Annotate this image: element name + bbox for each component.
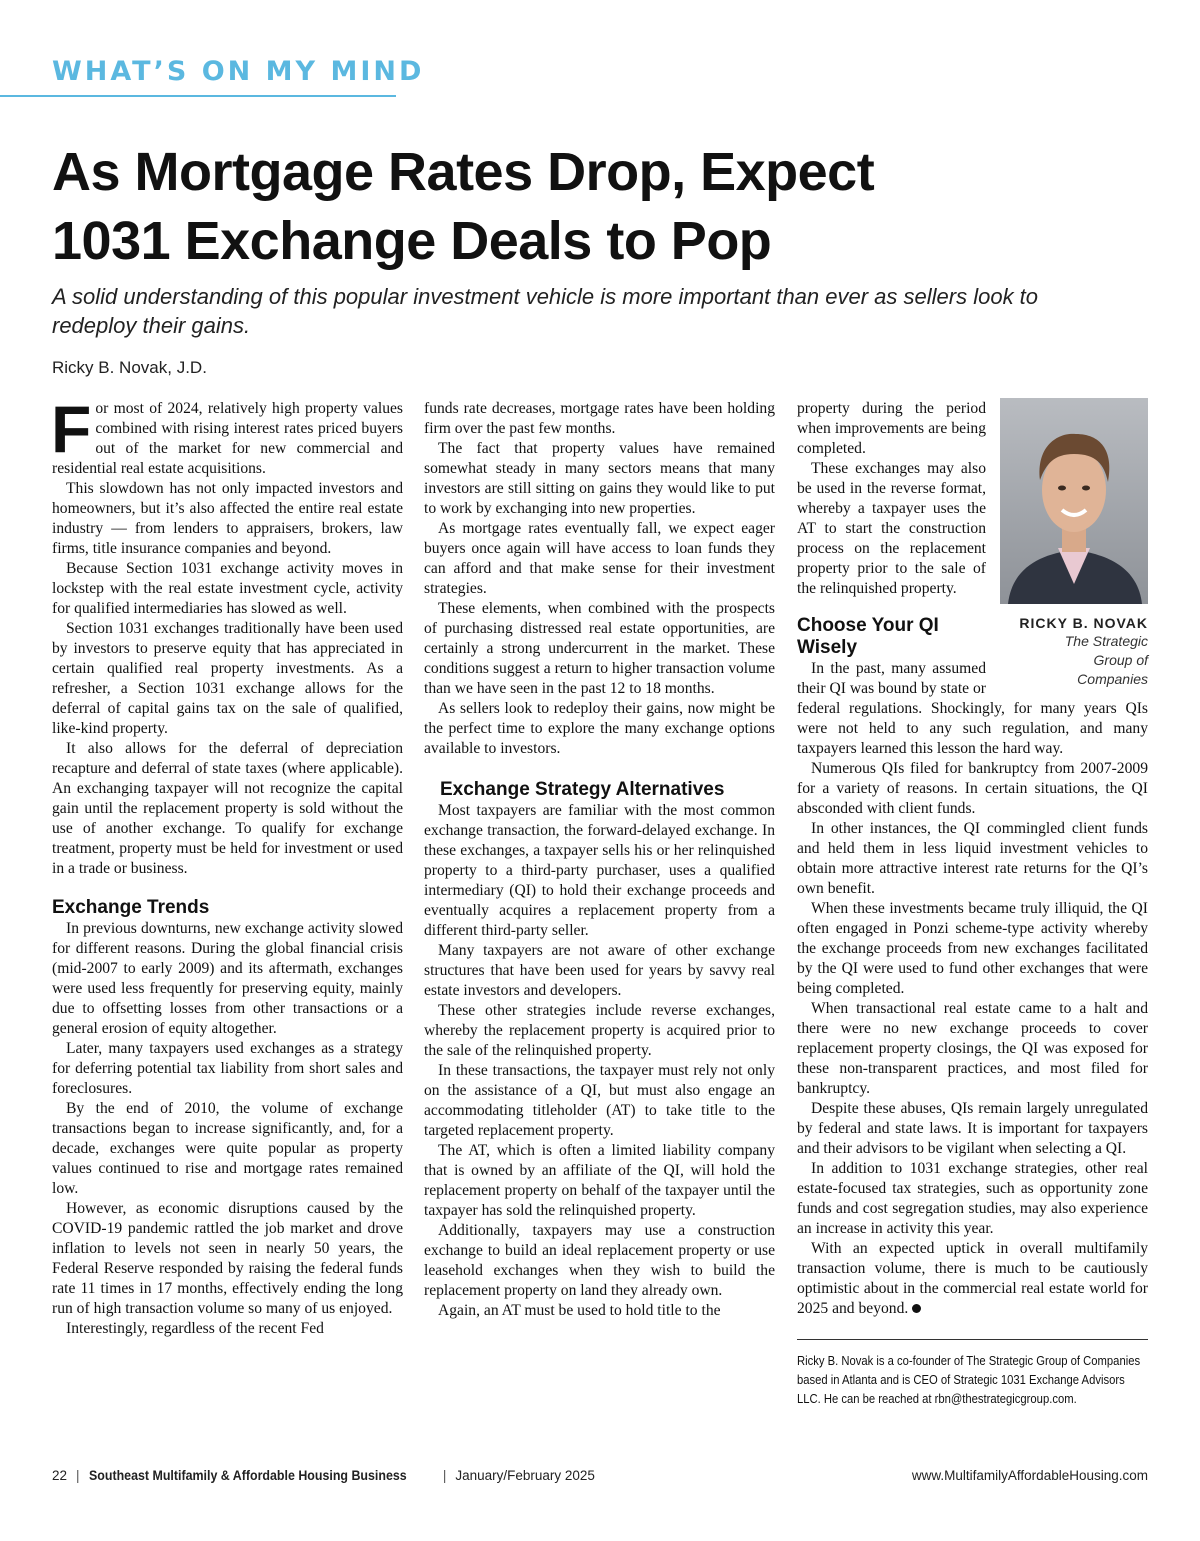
- paragraph: It also allows for the deferral of depreciation recapture and deferral of state taxes (where applicable). An exchanging taxpayer will not recognize the capital gain until the replacement property is sold without the use of another exchange. To qualify for exchange treatment, property must be held for investment or used in a trade or business.: [52, 740, 403, 877]
- page-number: 22: [52, 1468, 68, 1483]
- drop-cap: F: [51, 392, 92, 466]
- footer-url: www.MultifamilyAffordableHousing.com: [911, 1468, 1148, 1483]
- paragraph: In previous downturns, new exchange activity slowed for different reasons. During the global financial crisis (mid-2007 to early 2009) and its aftermath, exchanges were used less frequently for preserving equity, mainly due to offsetting losses from other transactions or a general erosion of equity altogether.: [52, 920, 403, 1037]
- paragraph: This slowdown has not only impacted investors and homeowners, but it’s also affected the entire real estate industry — from lenders to appraisers, brokers, law firms, title insurance companies and beyond.: [52, 480, 403, 557]
- paragraph: As sellers look to redeploy their gains, now might be the perfect time to explore the many exchange options available to investors.: [424, 700, 775, 757]
- paragraph: However, as economic disruptions caused by the COVID-19 pandemic rattled the job market and drove inflation to levels not seen in nearly 50 years, the Federal Reserve responded by raising the federal funds rate 11 times in 17 months, effectively ending the long run of high transaction volume so many of us enjoyed.: [52, 1200, 403, 1317]
- paragraph: Many taxpayers are not aware of other exchange structures that have been used for years by savvy real estate investors and developers.: [424, 942, 775, 999]
- end-mark-icon: [912, 1304, 921, 1313]
- paragraph: As mortgage rates eventually fall, we expect eager buyers once again will have access to loan funds they can afford and that make sense for their investment strategies.: [424, 520, 775, 597]
- article-column-1: [51, 392, 403, 1339]
- paragraph: These exchanges may also be used in the reverse format, whereby a taxpayer uses the AT to start the construction process on the replacement property prior to the sale of the relinquished property.: [797, 460, 986, 597]
- dek-line-1: A solid understanding of this popular investment vehicle is more important than ever as sellers look to: [52, 284, 1039, 309]
- paragraph: By the end of 2010, the volume of exchange transactions began to increase significantly, and, for a decade, exchanges were quite popular as property values continued to rise and mortgage rates remained low.: [52, 1100, 403, 1197]
- paragraph-final: [797, 1239, 1148, 1319]
- subhead-choose-your-qi: Choose Your QI Wisely: [797, 615, 939, 658]
- photo-caption-name: RICKY B. NOVAK: [1019, 615, 1148, 631]
- dek-line-2: redeploy their gains.: [52, 313, 251, 338]
- final-paragraph-text: With an expected uptick in overall multifamily transaction volume, there is much to be cautiously optimistic about in the commercial real estate world for 2025 and beyond.: [797, 1240, 1148, 1317]
- section-rule: [0, 95, 396, 97]
- issue-date: January/February 2025: [455, 1468, 595, 1483]
- byline: Ricky B. Novak, J.D.: [52, 358, 207, 377]
- paragraph: In the past, many assumed their QI was bound by state or federal regulations. Shockingly, for many years QIs were not held to any such regulation, and many taxpayers learned this lesson the hard way.: [797, 660, 1148, 757]
- paragraph: These other strategies include reverse exchanges, whereby the replacement property is acquired prior to the sale of the relinquished property.: [424, 1002, 775, 1059]
- paragraph: Additionally, taxpayers may use a construction exchange to build an ideal replacement property or use leasehold exchanges when they wish to build the replacement property on land they already own.: [424, 1222, 775, 1299]
- author-photo-block: [996, 398, 1148, 689]
- paragraph: or most of 2024, relatively high property values combined with rising interest rates priced buyers out of the market for new commercial and residential real estate acquisitions.: [52, 400, 403, 477]
- paragraph: Numerous QIs filed for bankruptcy from 2007-2009 for a variety of reasons. In certain situations, the QI absconded with client funds.: [797, 760, 1148, 817]
- bio-divider: [797, 1339, 1148, 1340]
- paragraph: Because Section 1031 exchange activity moves in lockstep with the real estate investment cycle, activity for qualified intermediaries has slowed as well.: [52, 560, 403, 617]
- paragraph: Later, many taxpayers used exchanges as a strategy for deferring potential tax liability from short sales and foreclosures.: [52, 1040, 403, 1097]
- paragraph: The fact that property values have remained somewhat steady in many sectors means that many investors are still sitting on gains they would like to put to work by exchanging into new properties.: [424, 440, 775, 517]
- paragraph: Most taxpayers are familiar with the most common exchange transaction, the forward-delayed exchange. In these exchanges, a taxpayer sells his or her relinquished property to a third-party purchaser, uses a qualified intermediary (QI) to hold their exchange proceeds and eventually acquires a replacement property from a different third-party seller.: [424, 802, 775, 939]
- article-column-2: [424, 399, 775, 1321]
- paragraph: These elements, when combined with the prospects of purchasing distressed real estate opportunities, are certainly a strong undercurrent in the market. These conditions suggest a return to higher transaction volume than we have seen in the past 12 to 18 months.: [424, 600, 775, 697]
- paragraph: In these transactions, the taxpayer must rely not only on the assistance of a QI, but must also engage an accommodating titleholder (AT) to take title to the targeted replacement property.: [424, 1062, 775, 1139]
- paragraph: funds rate decreases, mortgage rates have been holding firm over the past few months.: [424, 400, 775, 437]
- article-column-3: [797, 399, 1148, 1409]
- paragraph: In other instances, the QI commingled client funds and held them in less liquid investment vehicles to obtain more attractive interest rate returns for the QI’s own benefit.: [797, 820, 1148, 897]
- paragraph: property during the period when improvements are being completed.: [797, 400, 986, 457]
- photo-caption-org: The Strategic Group of Companies: [1064, 633, 1148, 687]
- paragraph: When these investments became truly illiquid, the QI often engaged in Ponzi scheme-type activity whereby the exchange proceeds from new exchanges facilitated by the QI were used to fund other exchanges that were being completed.: [797, 900, 1148, 997]
- section-label: WHAT’S ON MY MIND: [52, 56, 425, 87]
- publication-name: Southeast Multifamily & Affordable Housing Business: [88, 1468, 407, 1483]
- paragraph: When transactional real estate came to a halt and there were no new exchange proceeds to cover replacement property closings, the QI was exposed for these non-transparent practices, and most filed for bankruptcy.: [797, 1000, 1148, 1097]
- headline-line-2: 1031 Exchange Deals to Pop: [52, 211, 772, 271]
- paragraph: Despite these abuses, QIs remain largely unregulated by federal and state laws. It is important for taxpayers and their advisors to be vigilant when selecting a QI.: [797, 1100, 1148, 1157]
- paragraph: Section 1031 exchanges traditionally have been used by investors to preserve equity that has appreciated in certain qualified real property investments. As a refresher, a Section 1031 exchange allows for the deferral of capital gains tax on the sale of qualified, like-kind property.: [52, 620, 403, 737]
- headline: [52, 138, 1152, 276]
- paragraph: The AT, which is often a limited liability company that is owned by an affiliate of the QI, will hold the replacement property on behalf of the taxpayer until the taxpayer has sold the relinquished property.: [424, 1142, 775, 1219]
- author-bio: Ricky B. Novak is a co-founder of The Strategic Group of Companies based in Atlanta and is CEO of Strategic 1031 Exchange Advisors LLC. He can be reached at rbn@thestrategicgroup.com.: [797, 1354, 1141, 1406]
- headline-line-1: As Mortgage Rates Drop, Expect: [52, 142, 875, 202]
- subhead-exchange-trends: Exchange Trends: [52, 897, 210, 918]
- author-photo: [1000, 398, 1148, 604]
- dek: [52, 282, 1162, 340]
- footer-separator: |: [76, 1468, 80, 1483]
- paragraph: Again, an AT must be used to hold title to the: [438, 1302, 721, 1319]
- footer-left: [52, 1468, 595, 1483]
- paragraph: Interestingly, regardless of the recent Fed: [66, 1320, 324, 1337]
- footer-separator: |: [442, 1468, 447, 1483]
- paragraph: In addition to 1031 exchange strategies, other real estate-focused tax strategies, such as opportunity zone funds and cost segregation studies, may also experience an increase in activity this year.: [797, 1160, 1148, 1237]
- subhead-exchange-strategy-alternatives: Exchange Strategy Alternatives: [440, 779, 725, 800]
